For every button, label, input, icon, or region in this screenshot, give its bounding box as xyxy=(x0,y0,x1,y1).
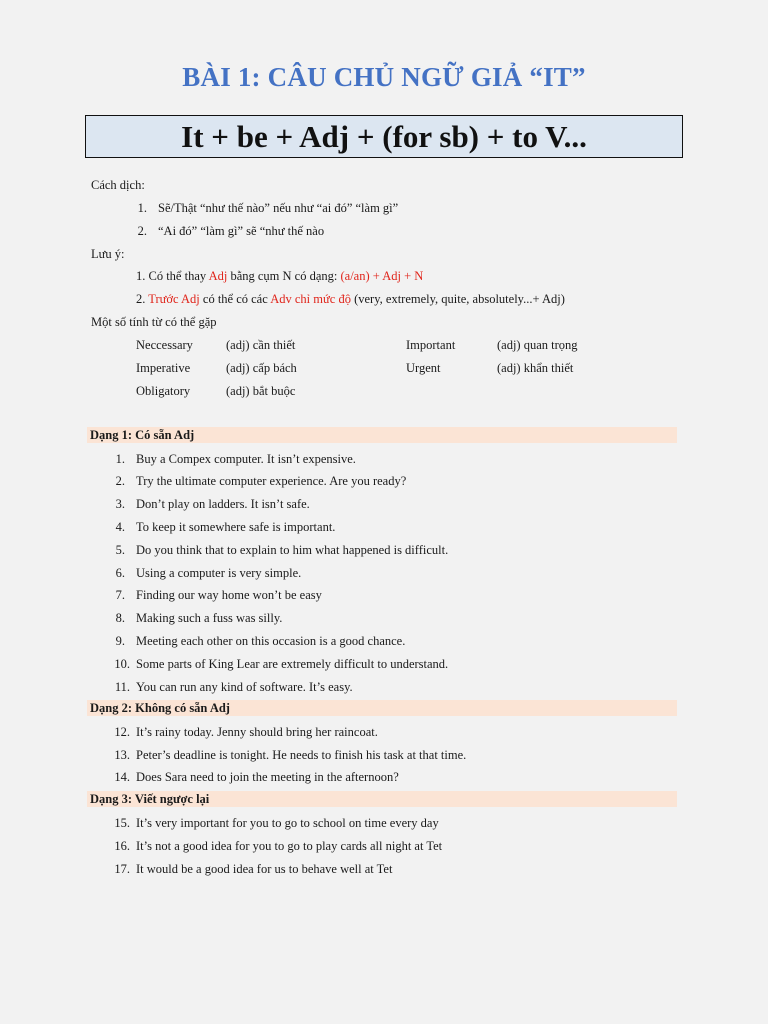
exercise-number: 13. xyxy=(114,748,130,762)
exercise-number: 2. xyxy=(115,474,125,488)
exercise-text: Buy a Compex computer. It isn’t expensive. xyxy=(136,452,356,466)
exercise-number: 1. xyxy=(115,452,125,466)
exercise-text: It’s very important for you to go to school on time every day xyxy=(136,816,439,830)
note-2-middle: có thể có các xyxy=(199,292,271,306)
exercise-text: It’s rainy today. Jenny should bring her raincoat. xyxy=(136,725,378,739)
exercise-number: 8. xyxy=(115,611,125,625)
exercise-text: To keep it somewhere safe is important. xyxy=(136,520,336,534)
exercise-number: 4. xyxy=(115,520,125,534)
exercise-number: 11. xyxy=(114,680,130,694)
translation-heading: Cách dịch: xyxy=(91,178,145,192)
exercise-number: 16. xyxy=(114,839,130,853)
list-number: 2. xyxy=(137,224,147,238)
exercise-text: Some parts of King Lear are extremely difficult to understand. xyxy=(136,657,449,671)
exercise-number: 3. xyxy=(115,497,125,511)
section-heading: Dạng 2: Không có sẵn Adj xyxy=(87,700,677,716)
exercise-text: Don’t play on ladders. It isn’t safe. xyxy=(136,497,310,511)
translation-item: “Ai đó” “làm gì” sẽ “như thế nào xyxy=(158,224,325,238)
page-title: BÀI 1: CÂU CHỦ NGỮ GIẢ “IT” xyxy=(182,62,586,92)
adj-word: Neccessary xyxy=(136,338,193,352)
note-1-adj: Adj xyxy=(208,269,228,283)
exercise-number: 10. xyxy=(114,657,130,671)
adj-meaning: (adj) cấp bách xyxy=(226,361,297,375)
exercise-text: Meeting each other on this occasion is a good chance. xyxy=(136,634,406,648)
adjectives-heading: Một số tính từ có thể gặp xyxy=(91,315,217,329)
exercise-number: 6. xyxy=(115,566,125,580)
adj-word: Important xyxy=(406,338,456,352)
exercise-number: 9. xyxy=(115,634,125,648)
note-1-pattern: (a/an) + Adj + N xyxy=(340,269,424,283)
exercise-text: Do you think that to explain to him what happened is difficult. xyxy=(136,543,449,557)
section-heading: Dạng 3: Viết ngược lại xyxy=(87,791,677,807)
notes-heading: Lưu ý: xyxy=(91,247,125,261)
section-heading: Dạng 1: Có sẵn Adj xyxy=(87,427,677,443)
adj-word: Imperative xyxy=(136,361,191,375)
exercise-text: Making such a fuss was silly. xyxy=(136,611,283,625)
exercise-text: You can run any kind of software. It’s easy. xyxy=(136,680,353,694)
translation-item: Sẽ/Thật “như thế nào” nếu như “ai đó” “làm gì” xyxy=(158,201,399,215)
exercise-number: 17. xyxy=(114,862,130,876)
exercise-number: 15. xyxy=(114,816,130,830)
exercise-number: 5. xyxy=(115,543,125,557)
adj-meaning: (adj) khẩn thiết xyxy=(497,361,574,375)
note-2 xyxy=(136,291,565,307)
exercise-number: 14. xyxy=(114,770,130,784)
exercise-number: 12. xyxy=(114,725,130,739)
list-number: 1. xyxy=(137,201,147,215)
adj-meaning: (adj) quan trọng xyxy=(497,338,578,352)
adj-word: Obligatory xyxy=(136,384,191,398)
adj-meaning: (adj) cần thiết xyxy=(226,338,296,352)
note-1-prefix: 1. Có thể thay xyxy=(136,269,209,283)
exercise-text: Finding our way home won’t be easy xyxy=(136,588,322,602)
exercise-text: Does Sara need to join the meeting in the afternoon? xyxy=(136,770,399,784)
exercise-text: It would be a good idea for us to behave well at Tet xyxy=(136,862,393,876)
exercise-text: Using a computer is very simple. xyxy=(136,566,302,580)
note-1-middle: bằng cụm N có dạng: xyxy=(227,269,341,283)
note-2-adv: Adv chỉ mức độ xyxy=(270,292,351,306)
note-1 xyxy=(136,268,423,284)
exercise-text: Try the ultimate computer experience. Are you ready? xyxy=(136,474,407,488)
formula-box: It + be + Adj + (for sb) + to V... xyxy=(85,115,683,158)
note-2-suffix: (very, extremely, quite, absolutely...+ Adj) xyxy=(350,292,565,306)
exercise-text: Peter’s deadline is tonight. He needs to finish his task at that time. xyxy=(136,748,467,762)
note-2-prefix: 2. xyxy=(136,292,149,306)
adj-meaning: (adj) bắt buộc xyxy=(226,384,296,398)
exercise-text: It’s not a good idea for you to go to play cards all night at Tet xyxy=(136,839,443,853)
exercise-number: 7. xyxy=(115,588,125,602)
note-2-before: Trước Adj xyxy=(148,292,200,306)
adj-word: Urgent xyxy=(406,361,441,375)
